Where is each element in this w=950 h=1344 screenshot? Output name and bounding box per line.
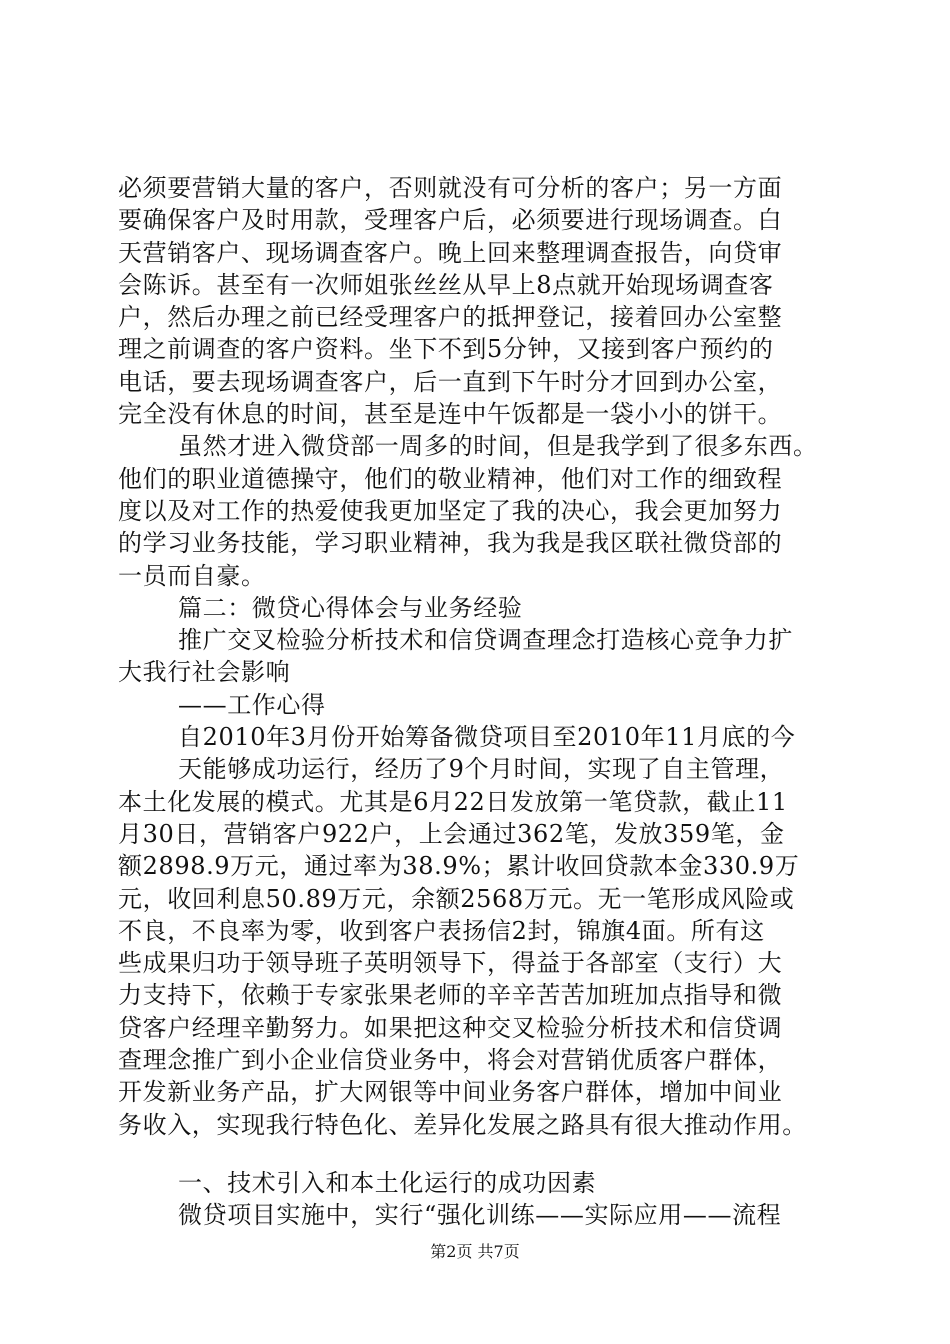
text-line: 的学习业务技能，学习职业精神，我为我是我区联社微贷部的 <box>118 529 783 558</box>
text-line: 微贷项目实施中，实行“强化训练——实际应用——流程 <box>178 1201 782 1230</box>
text-line: 些成果归功于领导班子英明领导下，得益于各部室（支行）大 <box>118 949 783 978</box>
text-line: 力支持下，依赖于专家张果老师的辛辛苦苦加班加点指导和微 <box>118 981 783 1010</box>
text-line: 务收入，实现我行特色化、差异化发展之路具有很大推动作用。 <box>118 1110 807 1139</box>
text-line: 推广交叉检验分析技术和信贷调查理念打造核心竞争力扩 <box>178 626 793 655</box>
paragraph-2 <box>118 430 838 591</box>
text-line: 完全没有休息的时间，甚至是连中午饭都是一袋小小的饼干。 <box>118 400 783 429</box>
paragraph-5 <box>118 1199 838 1231</box>
text-line: 不良，不良率为零，收到客户表扬信2封，锦旗4面。所有这 <box>118 916 765 945</box>
spacer <box>118 1141 838 1167</box>
text-line: 查理念推广到小企业信贷业务中，将会对营销优质客户群体， <box>118 1046 783 1075</box>
text-line: 虽然才进入微贷部一周多的时间，但是我学到了很多东西。 <box>178 432 818 461</box>
document-body <box>118 172 838 1232</box>
text-line: 自2010年3月份开始筹备微贷项目至2010年11月底的今 <box>178 723 796 752</box>
text-line: 本土化发展的模式。尤其是6月22日发放第一笔贷款，截止11 <box>118 787 788 816</box>
text-line: 开发新业务产品，扩大网银等中间业务客户群体，增加中间业 <box>118 1078 783 1107</box>
text-line: 月30日，营销客户922户，上会通过362笔，发放359笔，金 <box>118 819 785 848</box>
text-line: 贷客户经理辛勤努力。如果把这种交叉检验分析技术和信贷调 <box>118 1013 783 1042</box>
text-line: 额2898.9万元，通过率为38.9%；累计收回贷款本金330.9万 <box>118 852 800 881</box>
section-title: 篇二：微贷心得体会与业务经验 <box>178 593 523 622</box>
text-line: 度以及对工作的热爱使我更加坚定了我的决心，我会更加努力 <box>118 496 783 525</box>
text-line: 理之前调查的客户资料。坐下不到5分钟，又接到客户预约的 <box>118 335 774 364</box>
subtitle: ——工作心得 <box>178 690 326 719</box>
paragraph-4 <box>118 721 838 1141</box>
text-line: 一员而自豪。 <box>118 561 266 590</box>
text-line: 会陈诉。甚至有一次师姐张丝丝从早上8点就开始现场调查客 <box>118 270 774 299</box>
page-footer: 第2页 共7页 <box>430 1242 520 1261</box>
text-line: 要确保客户及时用款，受理客户后，必须要进行现场调查。白 <box>118 206 783 235</box>
text-line: 元，收回利息50.89万元，余额2568万元。无一笔形成风险或 <box>118 884 795 913</box>
text-line: 必须要营销大量的客户，否则就没有可分析的客户；另一方面 <box>118 174 783 202</box>
paragraph-3 <box>118 624 838 689</box>
text-line: 大我行社会影响 <box>118 658 291 687</box>
text-line: 天营销客户、现场调查客户。晚上回来整理调查报告，向贷审 <box>118 238 783 267</box>
text-line: 天能够成功运行，经历了9个月时间，实现了自主管理， <box>178 755 785 784</box>
text-line: 电话，要去现场调查客户，后一直到下午时分才回到办公室， <box>118 367 783 396</box>
paragraph-1 <box>118 172 838 430</box>
heading-1: 一、技术引入和本土化运行的成功因素 <box>178 1168 597 1197</box>
text-line: 他们的职业道德操守，他们的敬业精神，他们对工作的细致程 <box>118 464 783 493</box>
text-line: 户，然后办理之前已经受理客户的抵押登记，接着回办公室整 <box>118 303 783 332</box>
